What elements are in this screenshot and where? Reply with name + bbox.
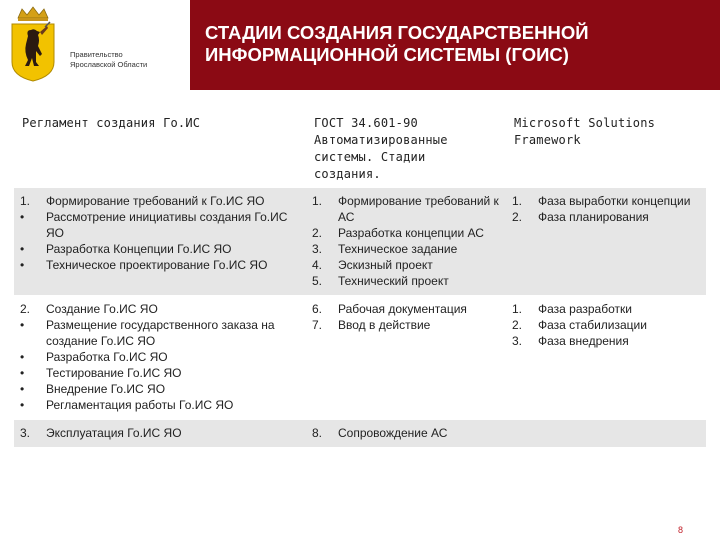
list-marker: • [20, 350, 25, 364]
list-marker: 2. [20, 302, 31, 316]
stage-list [312, 193, 500, 289]
list-item [512, 317, 700, 333]
table-cell [306, 420, 506, 448]
stage-list [312, 301, 500, 333]
list-item-text: Эксплуатация Го.ИС ЯО [46, 426, 182, 440]
list-item-text: Сопровождение АС [338, 426, 448, 440]
slide-title [205, 22, 715, 66]
list-marker: 3. [512, 334, 523, 348]
government-caption-line2: Ярославской Области [70, 60, 148, 69]
list-item [312, 241, 500, 257]
stage-list [20, 425, 300, 441]
list-item-text: Ввод в действие [338, 318, 431, 332]
list-item-text: Фаза внедрения [538, 334, 629, 348]
stage-list [20, 193, 300, 273]
list-marker: • [20, 398, 25, 412]
government-caption [70, 50, 147, 70]
list-marker: • [20, 382, 25, 396]
stage-list [512, 301, 700, 349]
list-marker: 3. [20, 426, 31, 440]
list-item-text: Создание Го.ИС ЯО [46, 302, 158, 316]
list-item-text: Внедрение Го.ИС ЯО [46, 382, 166, 396]
list-item-text: Разработка Концепции Го.ИС ЯО [46, 242, 232, 256]
list-marker: 1. [512, 194, 523, 208]
column-header-reglament: Регламент создания Го.ИС [14, 105, 306, 188]
table-cell [14, 296, 306, 420]
list-item [20, 193, 300, 209]
list-marker: 8. [312, 426, 323, 440]
list-item-text: Разработка концепции АС [338, 226, 484, 240]
list-marker: 3. [312, 242, 323, 256]
list-item [20, 209, 300, 241]
table-cell [306, 188, 506, 296]
table-header-row [14, 105, 706, 188]
list-item-text: Размещение государственного заказа на создание Го.ИС ЯО [46, 318, 275, 348]
list-item [20, 365, 300, 381]
list-item [512, 301, 700, 317]
list-item-text: Технический проект [338, 274, 449, 288]
list-marker: 4. [312, 258, 323, 272]
list-item-text: Рабочая документация [338, 302, 467, 316]
stages-table [14, 105, 706, 447]
table-cell [14, 420, 306, 448]
table-cell [14, 188, 306, 296]
list-item [20, 301, 300, 317]
list-marker: • [20, 210, 25, 224]
list-marker: • [20, 318, 25, 332]
list-item-text: Фаза выработки концепции [538, 194, 691, 208]
list-item-text: Техническое проектирование Го.ИС ЯО [46, 258, 268, 272]
list-item [512, 209, 700, 225]
stage-list [312, 425, 500, 441]
list-item-text: Фаза планирования [538, 210, 649, 224]
title-band [190, 0, 720, 90]
list-marker: 6. [312, 302, 323, 316]
list-marker: 7. [312, 318, 323, 332]
slide-title-line1: СТАДИИ СОЗДАНИЯ ГОСУДАРСТВЕННОЙ [205, 22, 589, 43]
list-item-text: Формирование требований к АС [338, 194, 499, 224]
list-marker: • [20, 366, 25, 380]
slide-title-line2: ИНФОРМАЦИОННОЙ СИСТЕМЫ (ГОИС) [205, 44, 569, 65]
list-marker: 1. [20, 194, 31, 208]
list-item [20, 349, 300, 365]
list-marker: 1. [312, 194, 323, 208]
list-item [20, 425, 300, 441]
list-marker: 2. [512, 318, 523, 332]
stage-list [512, 193, 700, 225]
yaroslavl-emblem-icon [10, 6, 56, 82]
list-item [312, 225, 500, 241]
list-item-text: Формирование требований к Го.ИС ЯО [46, 194, 265, 208]
stage-list [20, 301, 300, 413]
table-row [14, 188, 706, 296]
list-item-text: Тестирование Го.ИС ЯО [46, 366, 182, 380]
table-row [14, 296, 706, 420]
list-item [312, 193, 500, 225]
table-cell [306, 296, 506, 420]
list-item [312, 257, 500, 273]
table-row [14, 420, 706, 448]
list-item [312, 301, 500, 317]
list-item [512, 193, 700, 209]
list-marker: 2. [512, 210, 523, 224]
slide-header [0, 0, 720, 90]
list-item-text: Эскизный проект [338, 258, 433, 272]
table-cell [506, 296, 706, 420]
column-header-gost: ГОСТ 34.601-90 Автоматизированные системы. Стадии создания. [306, 105, 506, 188]
list-marker: 1. [512, 302, 523, 316]
list-item [312, 317, 500, 333]
list-item [20, 241, 300, 257]
table-cell [506, 420, 706, 448]
list-marker: 2. [312, 226, 323, 240]
list-item [20, 317, 300, 349]
list-item-text: Фаза разработки [538, 302, 632, 316]
list-item [20, 257, 300, 273]
government-block [0, 0, 190, 90]
list-item [312, 273, 500, 289]
list-item [20, 397, 300, 413]
list-item-text: Техническое задание [338, 242, 458, 256]
list-marker: • [20, 242, 25, 256]
column-header-msf: Microsoft Solutions Framework [506, 105, 706, 188]
table-cell [506, 188, 706, 296]
list-item-text: Регламентация работы Го.ИС ЯО [46, 398, 234, 412]
government-caption-line1: Правительство [70, 50, 123, 59]
list-item-text: Рассмотрение инициативы создания Го.ИС ЯО [46, 210, 288, 240]
list-item-text: Фаза стабилизации [538, 318, 647, 332]
list-item-text: Разработка Го.ИС ЯО [46, 350, 168, 364]
list-item [312, 425, 500, 441]
list-marker: • [20, 258, 25, 272]
list-item [20, 381, 300, 397]
list-marker: 5. [312, 274, 323, 288]
page-number: 8 [678, 525, 684, 535]
list-item [512, 333, 700, 349]
